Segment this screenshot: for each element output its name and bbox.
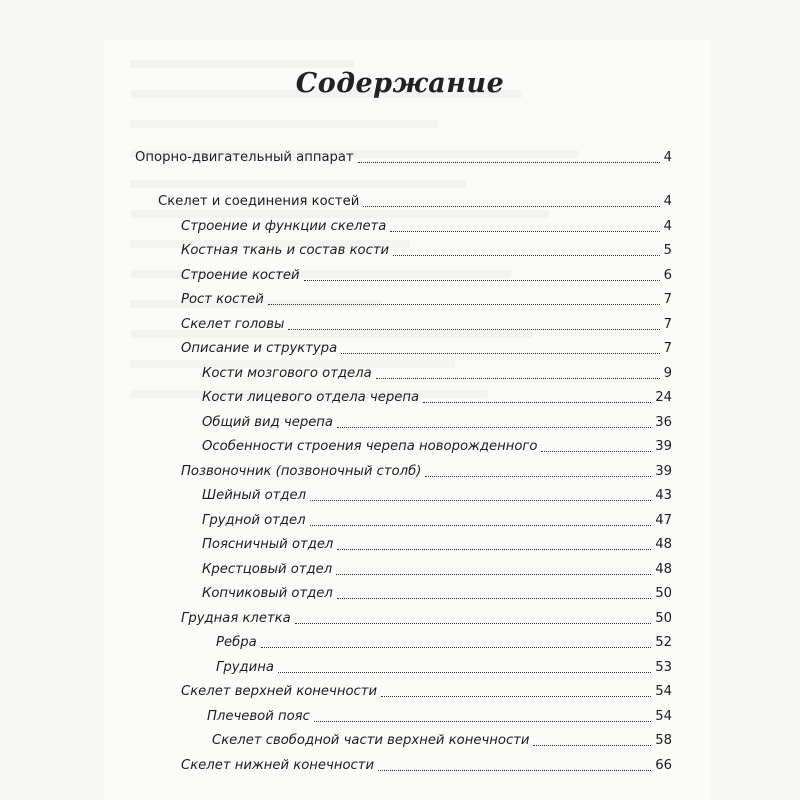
toc-entry [181,678,672,700]
toc-entry-page: 7 [663,292,672,307]
toc-entry-label: Скелет верхней конечности [181,684,378,699]
toc-entry-label: Поясничный отдел [202,537,334,552]
toc-entry-page: 50 [655,611,672,626]
toc-entry-page: 4 [663,219,672,234]
toc-entry-label: Скелет и соединения костей [158,194,360,209]
toc-entry-label: Грудная клетка [181,611,291,626]
toc-entry-page: 7 [663,317,672,332]
toc-entry-page: 9 [663,366,672,381]
dot-leader [376,378,660,379]
toc-entry-label: Кости мозгового отдела [202,366,372,381]
toc-entry-page: 4 [663,150,672,165]
dot-leader [363,206,659,207]
toc-entry-label: Костная ткань и состав кости [181,243,390,258]
toc-entry-label: Крестцовый отдел [202,562,333,577]
toc-entry-label: Кости лицевого отдела черепа [202,390,420,405]
toc-entry [181,335,672,357]
dot-leader [314,721,651,722]
toc-entry-label: Плечевой пояс [207,709,310,724]
dot-leader [310,525,652,526]
toc-entry-label: Особенности строения черепа новорожденного [202,439,538,454]
toc-entry-page: 36 [655,415,672,430]
dot-leader [378,770,651,771]
toc-entry-label: Грудина [216,660,274,675]
dot-leader [358,162,660,163]
toc-entry-label: Опорно-двигательный аппарат [135,150,354,165]
toc-entry [202,384,672,406]
dot-leader [310,500,651,501]
dot-leader [337,598,651,599]
dot-leader [278,672,651,673]
toc-entry [212,727,672,749]
toc-entry-label: Копчиковый отдел [202,586,333,601]
dot-leader [304,280,660,281]
toc-entry-page: 24 [655,390,672,405]
toc-entry-page: 48 [655,537,672,552]
toc-entry [216,629,672,651]
toc-entry [181,458,672,480]
toc-entry-page: 54 [655,709,672,724]
dot-leader [288,329,659,330]
dot-leader [261,647,652,648]
toc-entry-label: Строение костей [181,268,300,283]
toc-entry-page: 5 [663,243,672,258]
toc-entry-label: Грудной отдел [202,513,306,528]
toc-entry-page: 6 [663,268,672,283]
toc-entry-page: 50 [655,586,672,601]
toc-entry-page: 66 [655,758,672,773]
page-title: Содержание [295,68,505,99]
toc-entry [135,144,672,166]
toc-entry-page: 48 [655,562,672,577]
dot-leader [295,623,652,624]
dot-leader [541,451,651,452]
dot-leader [337,427,651,428]
toc-entry [202,482,672,504]
toc-entry-page: 54 [655,684,672,699]
dot-leader [425,476,651,477]
toc-entry [202,580,672,602]
toc-entry-label: Скелет свободной части верхней конечности [212,733,530,748]
toc-entry-label: Рост костей [181,292,264,307]
toc-entry-label: Ребра [216,635,257,650]
toc-entry-page: 52 [655,635,672,650]
toc-entry-page: 53 [655,660,672,675]
toc-entry [181,262,672,284]
dot-leader [341,353,659,354]
toc-entry [158,188,672,210]
toc-entry-page: 7 [663,341,672,356]
dot-leader [336,574,651,575]
toc-entry-label: Шейный отдел [202,488,306,503]
dot-leader [393,255,660,256]
dot-leader [337,549,651,550]
toc-entry-label: Скелет нижней конечности [181,758,375,773]
toc-entry-label: Общий вид черепа [202,415,334,430]
toc-entry [202,433,672,455]
toc-entry [181,237,672,259]
toc-entry-label: Описание и структура [181,341,338,356]
toc-entry [181,213,672,235]
toc-entry [181,605,672,627]
toc-entry-page: 4 [663,194,672,209]
dot-leader [381,696,651,697]
toc-entry-page: 39 [655,464,672,479]
toc-entry-page: 47 [655,513,672,528]
toc-entry [181,752,672,774]
dot-leader [268,304,660,305]
toc-entry-page: 43 [655,488,672,503]
toc-entry [216,654,672,676]
toc-entry [181,311,672,333]
toc-entry [202,507,672,529]
toc-entry [202,409,672,431]
toc-entry-page: 58 [655,733,672,748]
toc-entry [202,556,672,578]
toc-entry [207,703,672,725]
dot-leader [423,402,651,403]
toc-entry-label: Скелет головы [181,317,285,332]
toc-entry [202,360,672,382]
toc-entry-page: 39 [655,439,672,454]
toc-entry [202,531,672,553]
toc-entry-label: Позвоночник (позвоночный столб) [181,464,422,479]
dot-leader [390,231,659,232]
toc-entry-label: Строение и функции скелета [181,219,387,234]
toc-entry [181,286,672,308]
dot-leader [533,745,651,746]
